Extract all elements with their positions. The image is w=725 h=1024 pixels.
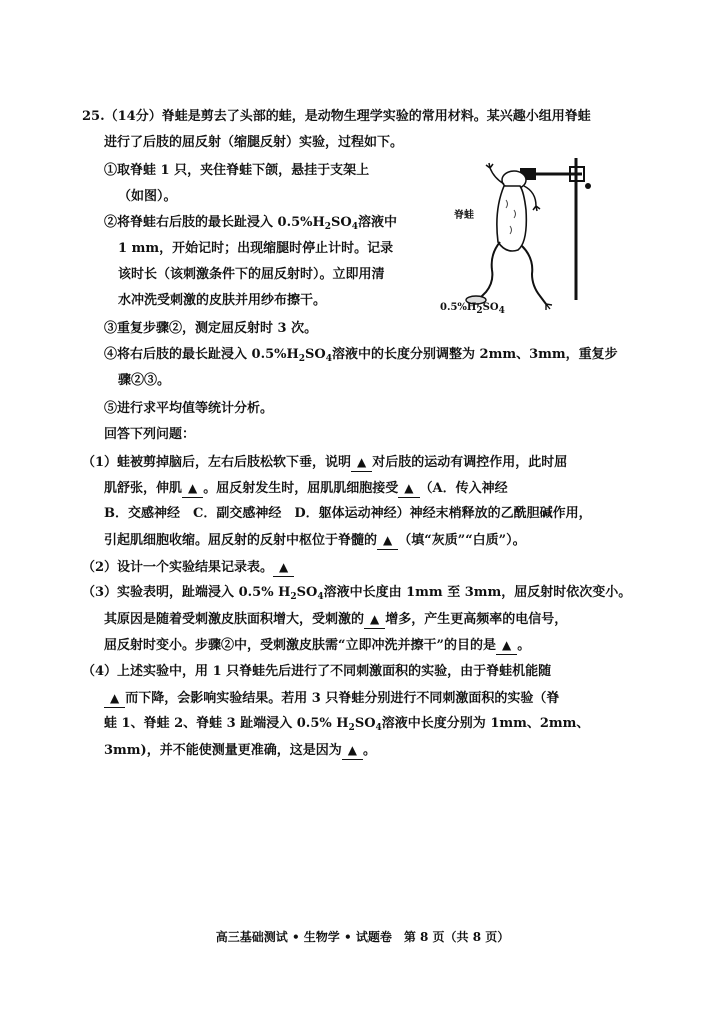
q4-line1: （4）上述实验中，用 1 只脊蛙先后进行了不同刺激面积的实验，由于脊蛙机能随 <box>82 664 552 679</box>
frog-label: 脊蛙 <box>454 210 474 221</box>
step-2-line3: 该时长（该刺激条件下的屈反射时）。立即用清 <box>118 267 385 282</box>
answer-blank[interactable]: ▲ <box>351 453 372 472</box>
step-2: ②将脊蛙右后肢的最长趾浸入 $0.5\%H_2SO_4$溶液中 <box>104 215 398 232</box>
answer-blank[interactable]: ▲ <box>104 689 125 708</box>
q4-line3: 蛙 1、脊蛙 2、脊蛙 3 趾端浸入 0.5% $H_2SO_4$溶液中长度分别为 1mm、2mm、 <box>104 716 590 733</box>
step-3: ③重复步骤②，测定屈反射时 3 次。 <box>104 321 318 336</box>
answer-blank[interactable]: ▲ <box>377 531 398 550</box>
answer-blank[interactable]: ▲ <box>398 479 419 498</box>
solution-label: $0.5\%H_2SO_4$ <box>440 302 505 316</box>
q3-line2: 其原因是随着受刺激皮肤面积增大，受刺激的 ▲ 增多，产生更高频率的电信号， <box>104 612 568 627</box>
q3-line3: 屈反射时变小。步骤②中，受刺激皮肤需“立即冲洗并擦干”的目的是 ▲ 。 <box>104 638 531 653</box>
q1-line4: 引起肌细胞收缩。屈反射的反射中枢位于脊髓的 ▲ （填“灰质”“白质”）。 <box>104 533 526 548</box>
frog-body <box>497 186 526 251</box>
frog-hind-leg-left <box>478 242 500 300</box>
step-4: ④将右后肢的最长趾浸入 $0.5\%H_2SO_4$溶液中的长度分别调整为 2mm、3mm，重复步 <box>104 347 618 364</box>
frog-hind-leg-right <box>522 246 546 304</box>
page-footer: 高三基础测试 • 生物学 • 试题卷 第 8 页（共 8 页） <box>215 930 510 944</box>
answer-blank[interactable]: ▲ <box>364 610 385 629</box>
answer-blank[interactable]: ▲ <box>342 741 363 760</box>
q4-line4: 3mm)，并不能使测量更准确，这是因为 ▲ 。 <box>104 743 376 758</box>
step-1-cont: （如图）。 <box>118 189 177 204</box>
q1-line1: （1）蛙被剪掉脑后，左右后肢松软下垂，说明 ▲ 对后肢的运动有调控作用，此时屈 <box>82 455 568 470</box>
q3-line1: （3）实验表明，趾端浸入 0.5% $H_2SO_4$溶液中长度由 1mm 至 3mm，屈反射时依次变小。 <box>82 585 632 602</box>
answer-blank[interactable]: ▲ <box>182 479 203 498</box>
frog-foot-right <box>546 304 552 310</box>
step-5: ⑤进行求平均值等统计分析。 <box>104 401 274 416</box>
q4-line2: ▲ 而下降，会影响实验结果。若用 3 只脊蛙分别进行不同刺激面积的实验（脊 <box>104 689 559 708</box>
step-2-line2: 1 mm，开始记时；出现缩腿时停止计时。记录 <box>118 241 394 256</box>
frog-apparatus-drawing <box>436 150 616 320</box>
frog-apparatus-figure <box>436 150 616 320</box>
answer-blank[interactable]: ▲ <box>496 636 517 655</box>
step-1: ①取脊蛙 1 只，夹住脊蛙下颌，悬挂于支架上 <box>104 163 370 178</box>
step-2-line4: 水冲洗受刺激的皮肤并用纱布擦干。 <box>118 293 327 308</box>
q1-line2: 肌舒张，伸肌 ▲ 。屈反射发生时，屈肌肌细胞接受 ▲ （A．传入神经 <box>104 481 508 496</box>
question-header: 25.（14分）脊蛙是剪去了头部的蛙，是动物生理学实验的常用材料。某兴趣小组用脊蛙 <box>82 109 591 124</box>
q1-line3: B．交感神经 C．副交感神经 D．躯体运动神经）神经末梢释放的乙酰胆碱作用， <box>104 506 592 521</box>
clamp-screw <box>585 183 591 189</box>
question-header-cont: 进行了后肢的屈反射（缩腿反射）实验，过程如下。 <box>104 135 404 150</box>
answer-blank[interactable]: ▲ <box>273 558 294 577</box>
q2-line1: （2）设计一个实验结果记录表。 ▲ <box>82 558 294 577</box>
answer-prompt: 回答下列问题： <box>104 427 196 442</box>
step-4-cont: 骤②③。 <box>118 373 171 388</box>
